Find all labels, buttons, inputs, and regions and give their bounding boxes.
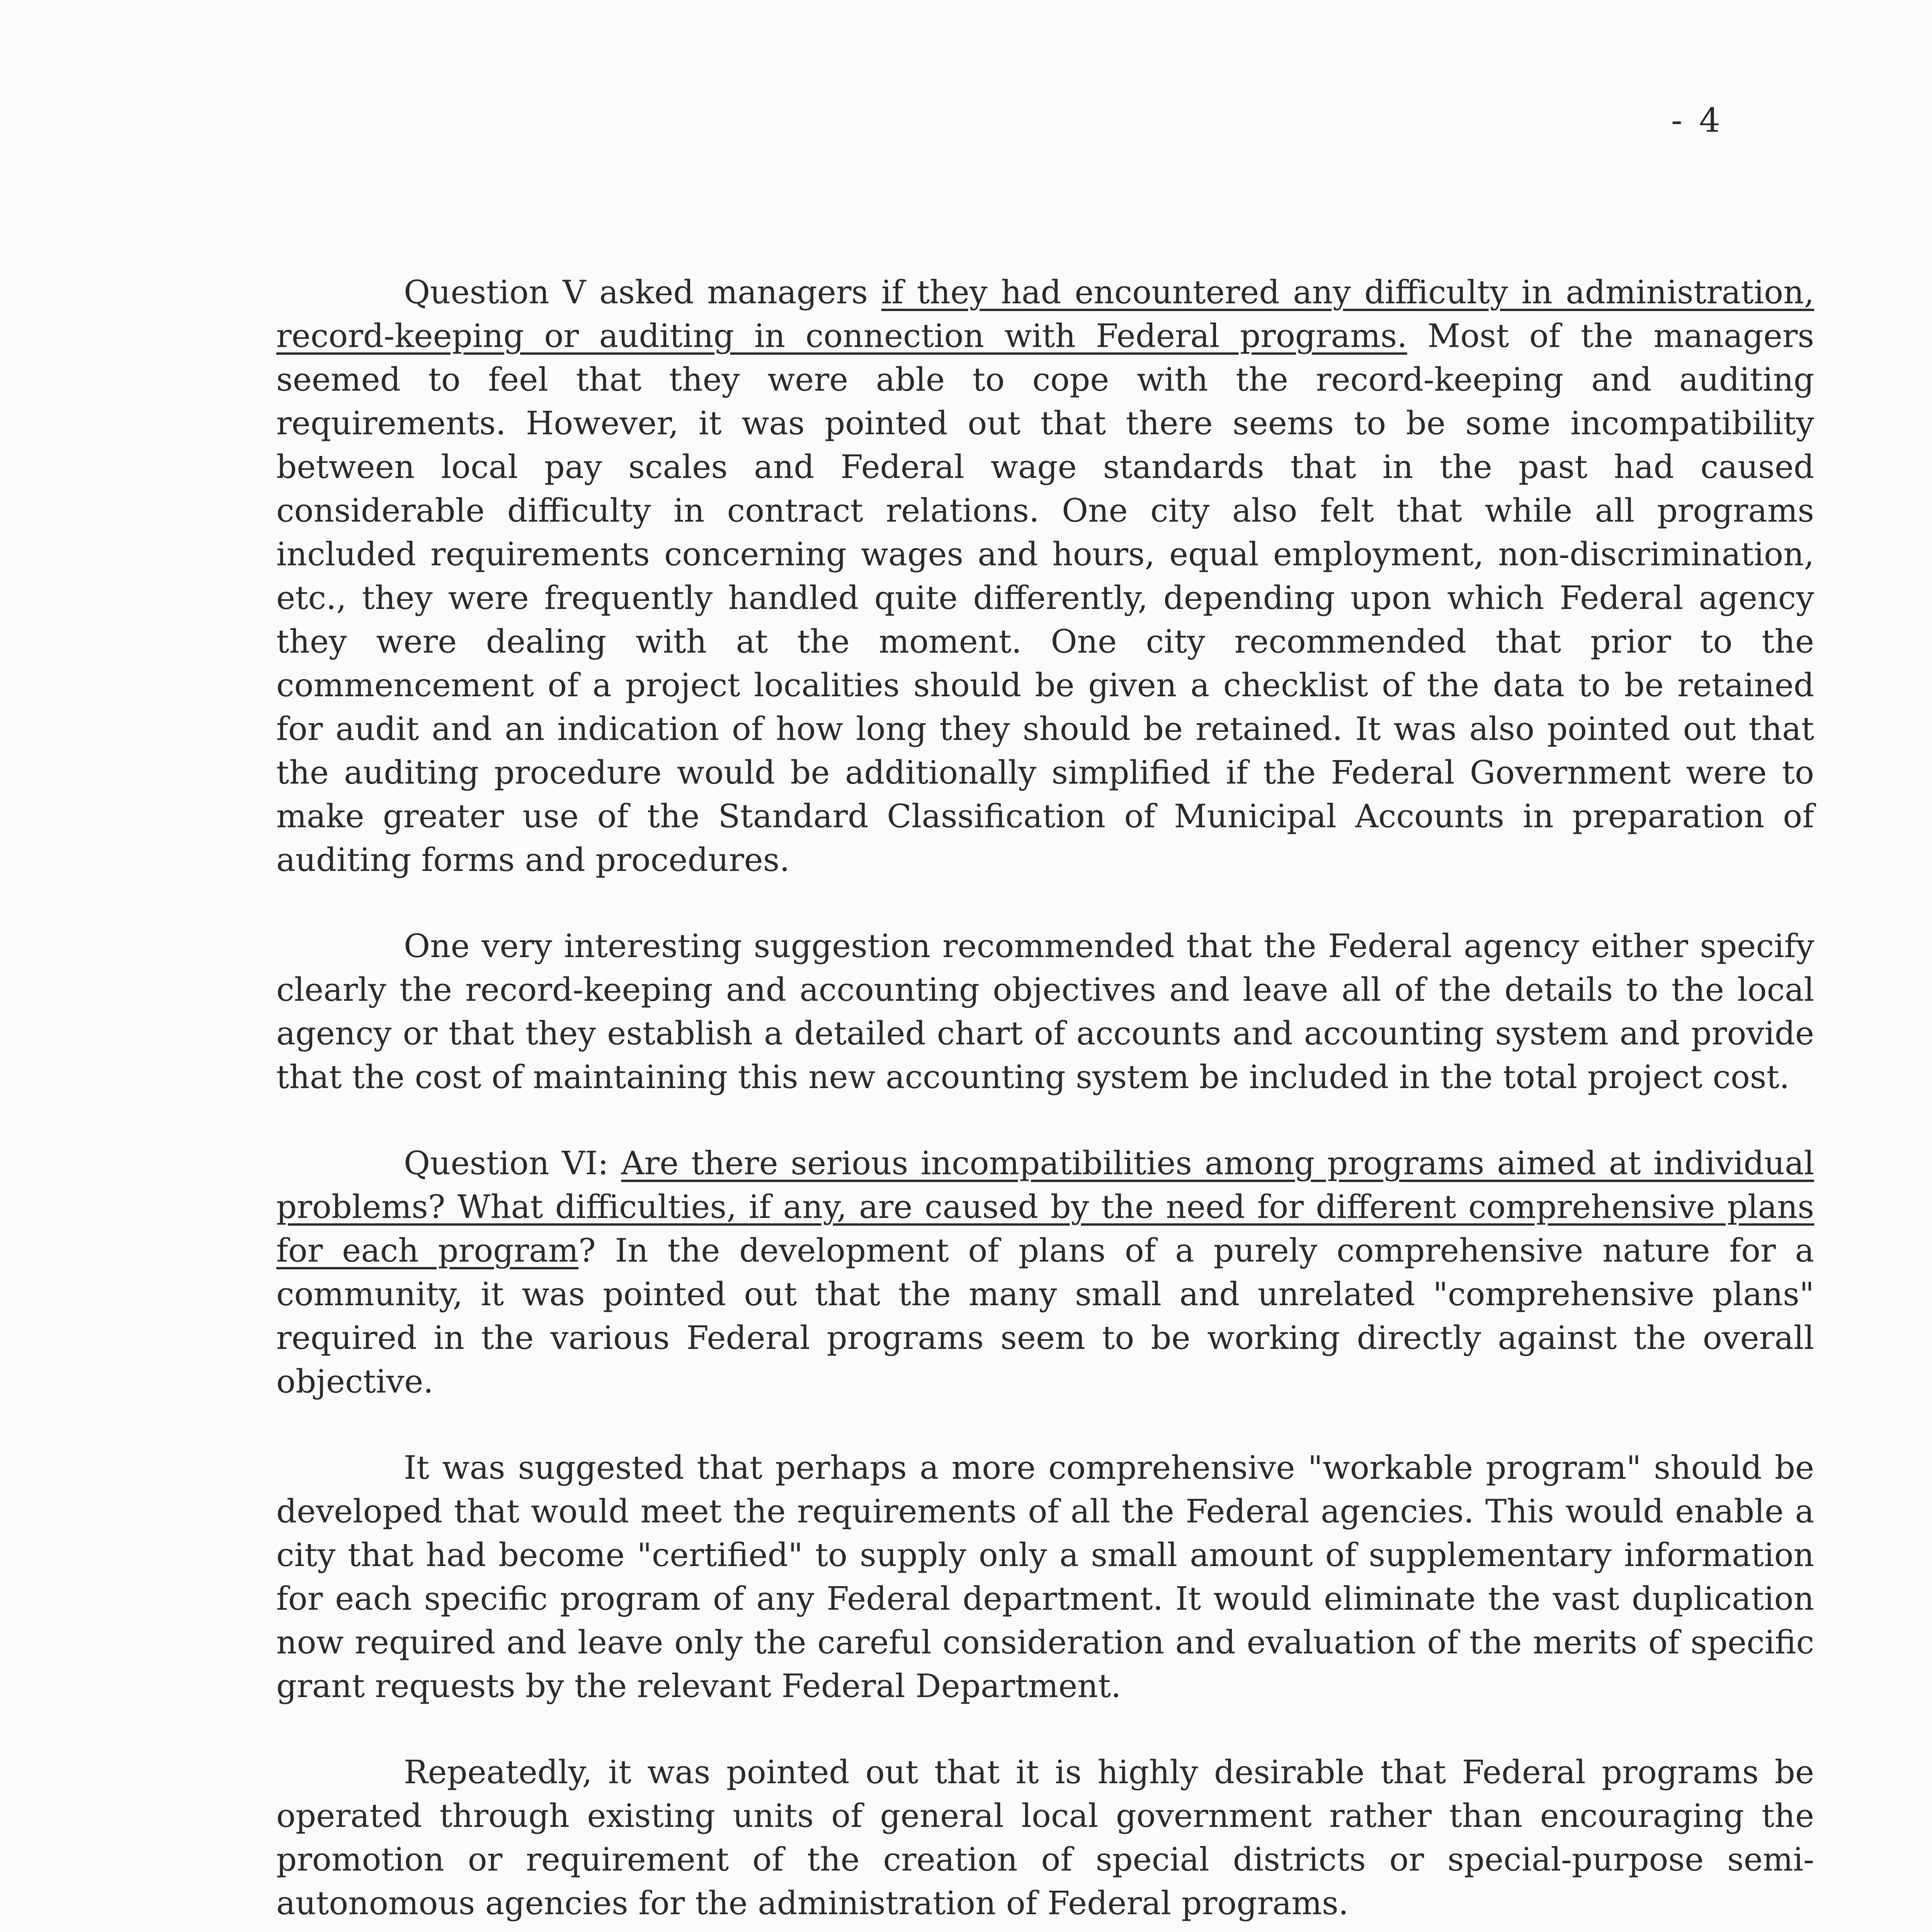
text-segment: Question V asked managers xyxy=(404,274,881,311)
body-text xyxy=(276,270,1814,1932)
text-segment: Question VI: xyxy=(404,1145,621,1182)
text-segment: It was suggested that perhaps a more comprehensive "workable program" should be developed that would meet the requirements of all the Federal agencies. This would enable a city that had become "certified" to supply only a small amount of supplementary information for each specific program of any Federal department. It would eliminate the vast duplication now required and leave only the careful consideration and evaluation of the merits of specific grant requests by the relevant Federal Department. xyxy=(276,1449,1814,1705)
text-segment: Repeatedly, it was pointed out that it is highly desirable that Federal programs be operated through existing units of general local government rather than encouraging the promotion or requirement of the creation of special districts or special-purpose semi-autonomous agencies for the administration of Federal programs. xyxy=(276,1753,1814,1922)
text-segment: One very interesting suggestion recommended that the Federal agency either specify clearly the record-keeping and accounting objectives and leave all of the details to the local agency or that they establish a detailed chart of accounts and accounting system and provide that the cost of maintaining this new accounting system be included in the total project cost. xyxy=(276,927,1814,1096)
page-number: - 4 xyxy=(1671,101,1723,140)
underlined-question-text: Are there serious incompatibilities among programs aimed at individual problems? What difficulties, if any, are caused by the need for different comprehensive plans for each program xyxy=(276,1145,1815,1269)
underlined-question-text: if they had encountered any difficulty in administration, record-keeping or auditing in connection with Federal programs. xyxy=(276,274,1814,355)
text-segment: ? In the development of plans of a purely comprehensive nature for a community, it was pointed out that the many small and unrelated "comprehensive plans" required in the various Federal programs seem to be working directly against the overall objective. xyxy=(276,1232,1814,1400)
text-segment: Most of the managers seemed to feel that they were able to cope with the record-keeping and auditing requirements. However, it was pointed out that there seems to be some incompatibility between local pay scales and Federal wage standards that in the past had caused considerable difficulty in contract relations. One city also felt that while all programs included requirements concerning wages and hours, equal employment, non-discrimination, etc., they were frequently handled quite differently, depending upon which Federal agency they were dealing with at the moment. One city recommended that prior to the commencement of a project localities should be given a checklist of the data to be retained for audit and an indication of how long they should be retained. It was also pointed out that the auditing procedure would be additionally simplified if the Federal Government were to make greater use of the Standard Classification of Municipal Accounts in preparation of auditing forms and procedures. xyxy=(276,317,1814,879)
paragraph-question-vi xyxy=(276,1141,1814,1403)
paragraph-question-v xyxy=(276,270,1814,882)
paragraph-workable-program xyxy=(276,1446,1814,1708)
paragraph-local-government xyxy=(276,1750,1814,1925)
paragraph-suggestion xyxy=(276,924,1814,1099)
